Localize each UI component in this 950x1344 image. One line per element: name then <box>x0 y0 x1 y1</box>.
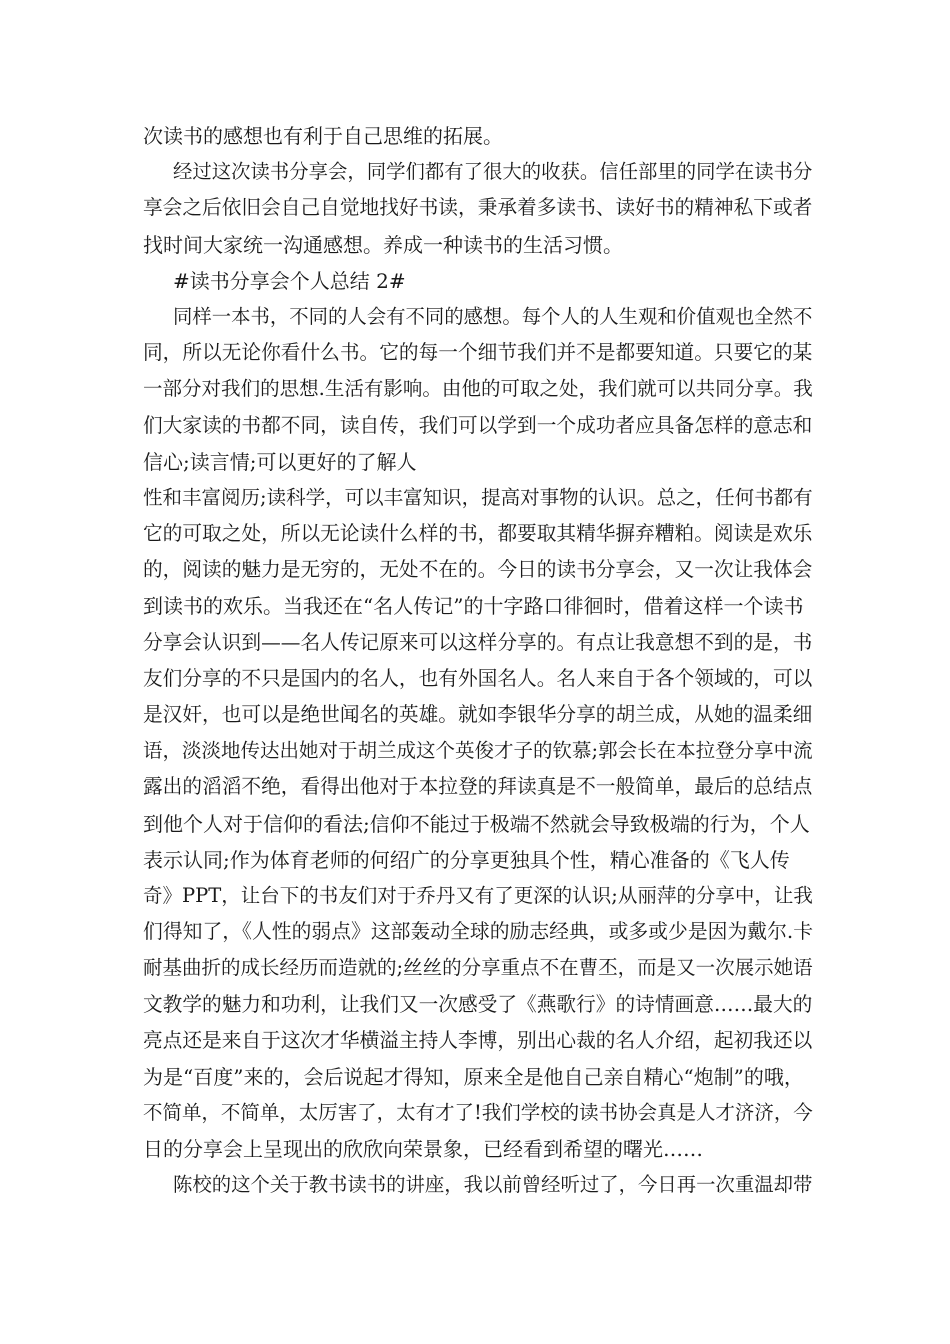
text-line: 亮点还是来自于这次才华横溢主持人李博，别出心裁的名人介绍，起初我还以 <box>143 1028 813 1052</box>
section-heading: #读书分享会个人总结 2# <box>173 268 406 293</box>
text-line: 文教学的魅力和功利，让我们又一次感受了《燕歌行》的诗情画意……最大的 <box>143 992 813 1016</box>
text-line: 经过这次读书分享会，同学们都有了很大的收获。信任部里的同学在读书分 <box>173 160 813 184</box>
text-line: 们得知了，《人性的弱点》这部轰动全球的励志经典，或多或少是因为戴尔.卡 <box>143 920 814 944</box>
text-line: 次读书的感想也有利于自己思维的拓展。 <box>143 124 503 148</box>
text-line: 为是“百度”来的，会后说起才得知，原来全是他自己亲自精心“炮制”的哦， <box>143 1064 804 1089</box>
text-line: 性和丰富阅历;读科学，可以丰富知识，提高对事物的认识。总之，任何书都有 <box>143 485 813 509</box>
text-line: 语，淡淡地传达出她对于胡兰成这个英俊才子的钦慕;郭会长在本拉登分享中流 <box>143 739 813 763</box>
text-line: 不简单，不简单，太厉害了，太有才了!我们学校的读书协会真是人才济济，今 <box>143 1101 813 1125</box>
text-line: 到他个人对于信仰的看法;信仰不能过于极端不然就会导致极端的行为，个人 <box>143 811 810 836</box>
text-line: 日的分享会上呈现出的欣欣向荣景象，已经看到希望的曙光…… <box>143 1137 703 1162</box>
text-line: 友们分享的不只是国内的名人，也有外国名人。名人来自于各个领域的，可以 <box>143 666 813 690</box>
body-text <box>143 118 813 1204</box>
text-line: 同样一本书，不同的人会有不同的感想。每个人的人生观和价值观也全然不 <box>173 304 813 328</box>
text-line: 耐基曲折的成长经历而造就的;丝丝的分享重点不在曹丕，而是又一次展示她语 <box>143 956 813 980</box>
text-line: 找时间大家统一沟通感想。养成一种读书的生活习惯。 <box>143 232 623 257</box>
text-line: 表示认同;作为体育老师的何绍广的分享更独具个性，精心准备的《飞人传 <box>143 847 790 872</box>
text-line: 露出的滔滔不绝，看得出他对于本拉登的拜读真是不一般简单，最后的总结点 <box>143 775 813 799</box>
text-line: 们大家读的书都不同，读自传，我们可以学到一个成功者应具备怎样的意志和 <box>143 413 813 437</box>
text-line: 是汉奸，也可以是绝世闻名的英雄。就如李银华分享的胡兰成，从她的温柔细 <box>143 703 813 726</box>
text-line: 分享会认识到——名人传记原来可以这样分享的。有点让我意想不到的是，书 <box>143 630 813 654</box>
text-line: 陈校的这个关于教书读书的讲座，我以前曾经听过了，今日再一次重温却带 <box>173 1173 813 1197</box>
text-line: 享会之后依旧会自己自觉地找好书读，秉承着多读书、读好书的精神私下或者 <box>143 196 813 220</box>
text-line: 同，所以无论你看什么书。它的每一个细节我们并不是都要知道。只要它的某 <box>143 341 813 365</box>
text-line: 到读书的欢乐。当我还在“名人传记”的十字路口徘徊时，借着这样一个读书 <box>143 594 804 619</box>
text-line: 信心;读言情;可以更好的了解人 <box>143 449 417 474</box>
text-line: 一部分对我们的思想.生活有影响。由他的可取之处，我们就可以共同分享。我 <box>143 377 813 401</box>
text-line: 它的可取之处，所以无论读什么样的书，都要取其精华摒弃糟粕。阅读是欢乐 <box>143 522 813 546</box>
text-line: 奇》PPT，让台下的书友们对于乔丹又有了更深的认识;从丽萍的分享中，让我 <box>143 883 813 907</box>
text-line: 的，阅读的魅力是无穷的，无处不在的。今日的读书分享会，又一次让我体会 <box>143 558 813 582</box>
